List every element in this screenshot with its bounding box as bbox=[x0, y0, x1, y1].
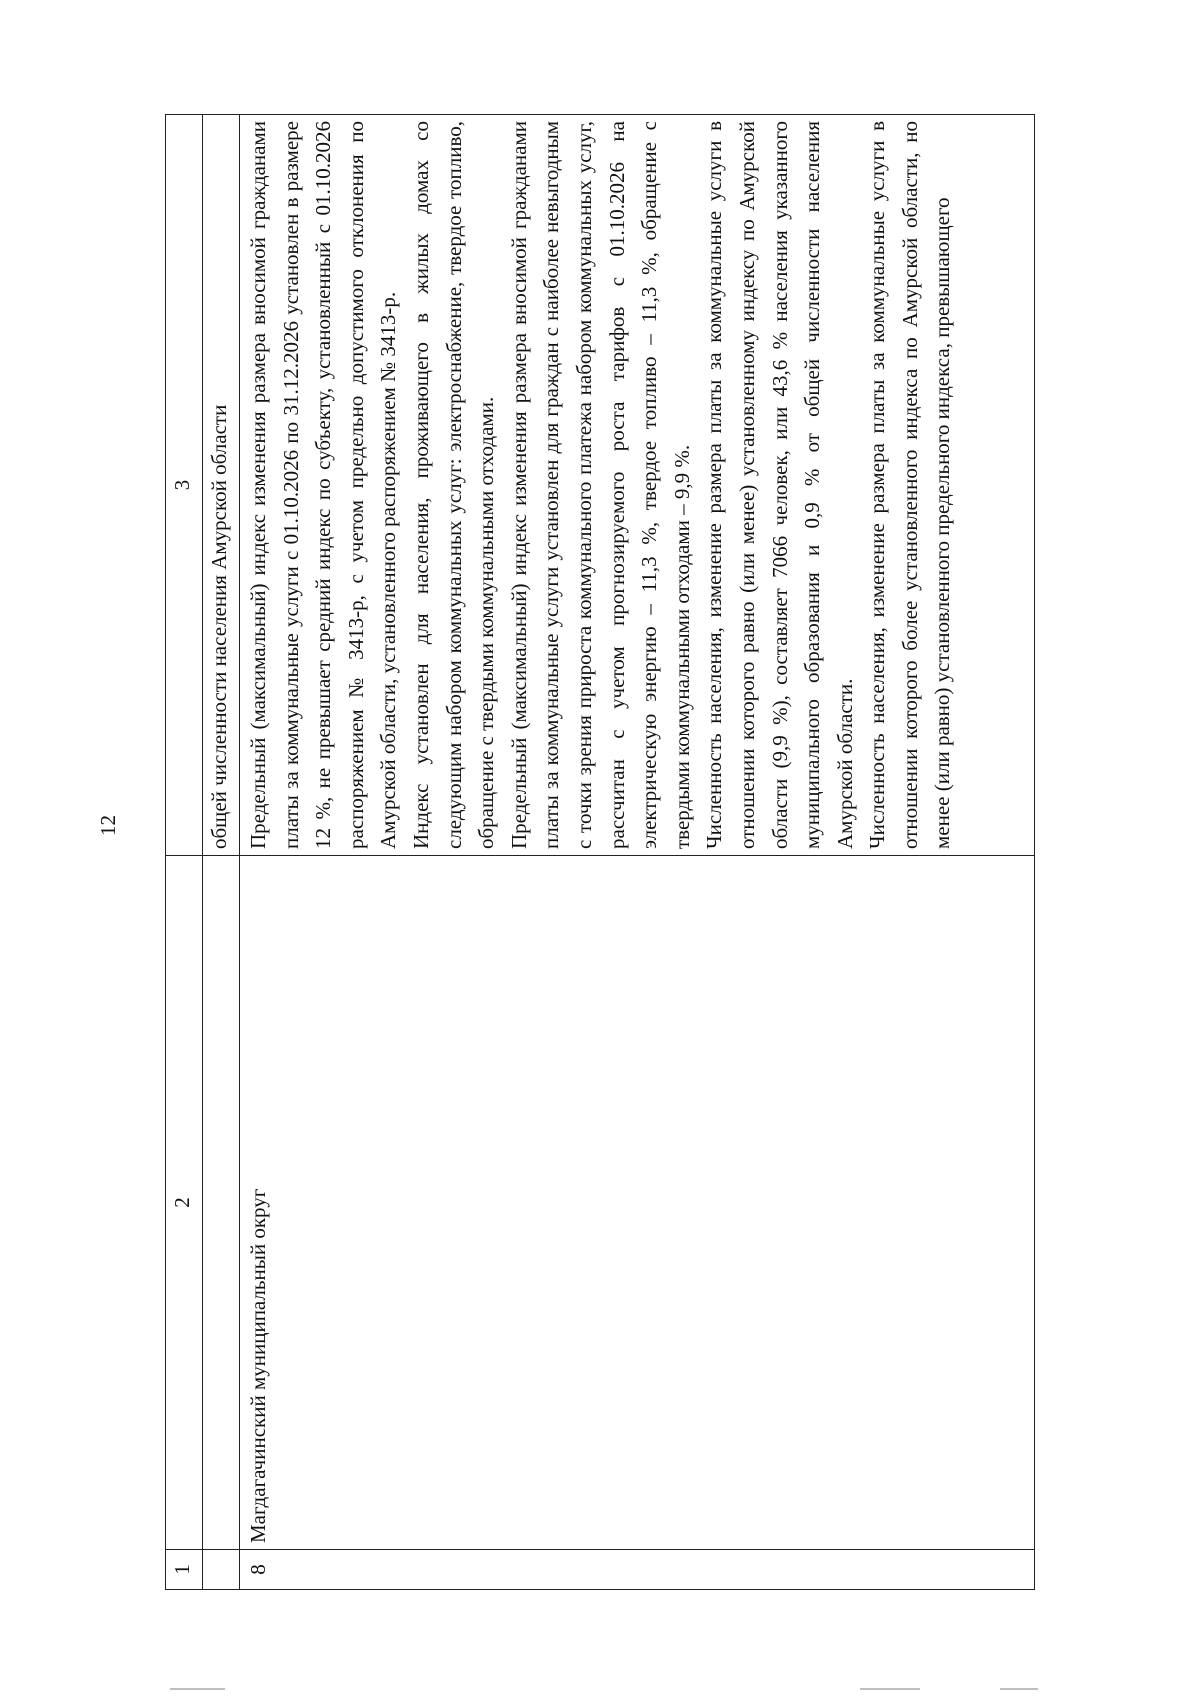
paragraph: Численность населения, изменение размера платы за коммунальные услуги в отношении которого более установленного индекса по Амурской области, но менее (или равно) установленного предельного индекса, превышающего bbox=[865, 121, 955, 849]
scan-edge-mark bbox=[1000, 1688, 1038, 1690]
paragraph: Индекс установлен для населения, проживающего в жилых домах со следующим набором коммунальных услуг: электроснабжение, твердое топливо, обращение с твердыми коммунальными отходами. bbox=[408, 121, 499, 849]
table-header-row bbox=[166, 115, 203, 1590]
header-col-1: 1 bbox=[166, 1550, 203, 1590]
rotated-page-content bbox=[165, 115, 1035, 1590]
scan-edge-mark bbox=[170, 1688, 225, 1690]
table-row bbox=[240, 115, 1035, 1590]
continuation-cell-1 bbox=[203, 1550, 240, 1590]
header-col-3: 3 bbox=[166, 115, 203, 856]
continuation-row bbox=[203, 115, 240, 1590]
header-col-2: 2 bbox=[166, 856, 203, 1550]
scan-edge-mark bbox=[860, 1688, 920, 1690]
continuation-text: общей численности населения Амурской области bbox=[203, 115, 240, 856]
continuation-cell-2 bbox=[203, 856, 240, 1550]
paragraph: Предельный (максимальный) индекс изменения размера вносимой гражданами платы за коммунальные услуги установлен для граждан с наиболее невыгодным с точки зрения прироста коммунального платежа набором коммунальных услуг, рассчитан с учетом прогнозируемого роста тарифов с 01.10.2026 на электрическую энергию – 11,3 %, твердое топливо – 11,3 %, обращение с твердыми коммунальными отходами – 9,9 %. bbox=[506, 121, 694, 849]
paragraph: Численность населения, изменение размера платы за коммунальные услуги в отношении которого равно (или менее) установленному индексу по Амурской области (9,9 %), составляет 7066 человек, или 43,6 % населения указанного муниципального образования и 0,9 % от общей численности населения Амурской области. bbox=[702, 121, 857, 849]
paragraph: Предельный (максимальный) индекс изменения размера вносимой гражданами платы за коммунальные услуги с 01.10.2026 по 31.12.2026 установлен в размере 12 %, не превышает средний индекс по субъекту, установленный с 01.10.2026 распоряжением № 3413-р, с учетом предельно допустимого отклонения по Амурской области, установленного распоряжением № 3413-р. bbox=[246, 121, 401, 849]
row-number: 8 bbox=[240, 1550, 1035, 1590]
data-table bbox=[165, 114, 1035, 1590]
description-cell bbox=[240, 115, 1035, 856]
municipality-name: Магдагачинский муниципальный округ bbox=[240, 856, 1035, 1550]
page-number: 12 bbox=[96, 815, 120, 836]
